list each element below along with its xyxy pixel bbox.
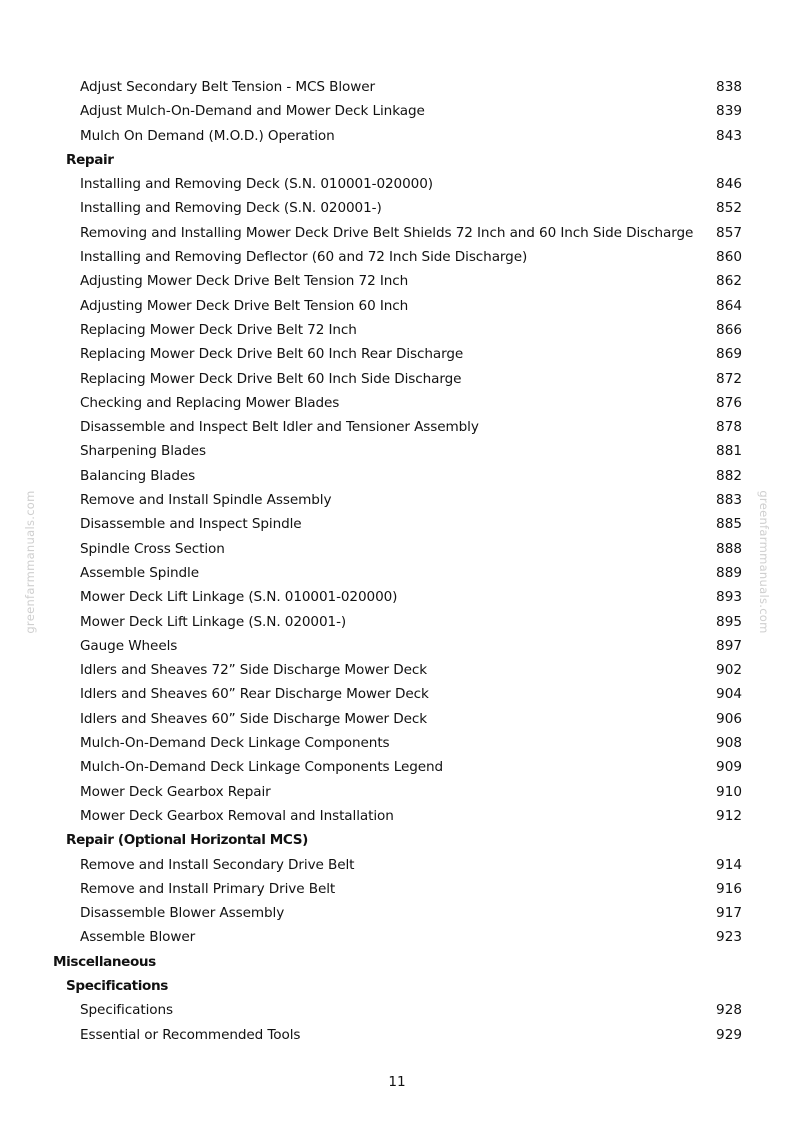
toc-entry[interactable] xyxy=(0,537,794,561)
toc-entry-title: Miscellaneous xyxy=(53,953,156,970)
toc-entry-title: Mulch On Demand (M.O.D.) Operation xyxy=(80,127,335,144)
toc-entry[interactable] xyxy=(0,610,794,634)
toc-entry-title: Mower Deck Lift Linkage (S.N. 010001-020000) xyxy=(80,589,398,606)
toc-entry-page-number: 923 xyxy=(716,929,742,946)
toc-entry[interactable] xyxy=(0,512,794,536)
toc-entry-page-number: 914 xyxy=(716,856,742,873)
toc-entry-page-number: 866 xyxy=(716,321,742,338)
toc-entry[interactable] xyxy=(0,294,794,318)
page-number: 11 xyxy=(388,1074,406,1090)
toc-entry-title: Sharpening Blades xyxy=(80,443,206,460)
toc-entry-page-number: 882 xyxy=(716,467,742,484)
toc-entry-page-number: 910 xyxy=(716,783,742,800)
toc-entry-page-number: 888 xyxy=(716,540,742,557)
toc-entry-page-number: 852 xyxy=(716,200,742,217)
toc-entry-title: Adjust Secondary Belt Tension - MCS Blower xyxy=(80,79,376,95)
toc-entry-page-number: 902 xyxy=(716,662,742,679)
toc-entry-title: Idlers and Sheaves 72” Side Discharge Mower Deck xyxy=(80,662,428,679)
toc-entry-page-number: 862 xyxy=(716,273,742,290)
toc-entry-page-number: 883 xyxy=(716,492,742,509)
toc-entry-title: Adjusting Mower Deck Drive Belt Tension 60 Inch xyxy=(80,297,409,314)
toc-entry[interactable] xyxy=(0,415,794,439)
toc-entry-page-number: 860 xyxy=(716,249,742,266)
toc-entry-page-number: 909 xyxy=(716,759,742,776)
toc-entry[interactable] xyxy=(0,99,794,123)
toc-entry-page-number: 904 xyxy=(716,686,742,703)
toc-entry[interactable] xyxy=(0,853,794,877)
toc-entry-page-number: 876 xyxy=(716,394,742,411)
toc-entry[interactable] xyxy=(0,707,794,731)
toc-entry-title: Repair xyxy=(66,151,114,168)
toc-entry-title: Replacing Mower Deck Drive Belt 72 Inch xyxy=(80,321,357,338)
toc-entry-title: Installing and Removing Deck (S.N. 020001-) xyxy=(80,200,382,217)
toc-entry[interactable] xyxy=(0,804,794,828)
toc-section-heading xyxy=(0,950,794,974)
toc-entry-page-number: 857 xyxy=(716,224,742,241)
toc-entry[interactable] xyxy=(0,269,794,293)
toc-entry-page-number: 846 xyxy=(716,176,742,193)
toc-entry-title: Idlers and Sheaves 60” Side Discharge Mower Deck xyxy=(80,710,428,727)
toc-entry-page-number: 897 xyxy=(716,637,742,654)
toc-entry-title: Installing and Removing Deflector (60 and 72 Inch Side Discharge) xyxy=(80,249,528,266)
toc-entry[interactable] xyxy=(0,755,794,779)
toc-entry-title: Balancing Blades xyxy=(80,467,196,484)
toc-entry-title: Disassemble and Inspect Spindle xyxy=(80,516,302,533)
toc-entry[interactable] xyxy=(0,780,794,804)
toc-entry[interactable] xyxy=(0,367,794,391)
toc-entry-title: Gauge Wheels xyxy=(80,637,178,654)
toc-entry[interactable] xyxy=(0,124,794,148)
toc-entry-page-number: 895 xyxy=(716,613,742,630)
toc-entry[interactable] xyxy=(0,731,794,755)
toc-entry-title: Checking and Replacing Mower Blades xyxy=(80,394,340,411)
toc-entry-title: Mulch-On-Demand Deck Linkage Components xyxy=(80,735,390,752)
toc-entry-page-number: 881 xyxy=(716,443,742,460)
toc-entry-page-number: 843 xyxy=(716,127,742,144)
toc-entry-title: Replacing Mower Deck Drive Belt 60 Inch Rear Discharge xyxy=(80,346,464,363)
toc-entry-title: Specifications xyxy=(80,1002,173,1019)
toc-entry[interactable] xyxy=(0,901,794,925)
toc-entry-page-number: 906 xyxy=(716,710,742,727)
toc-entry-page-number: 869 xyxy=(716,346,742,363)
toc-entry-title: Essential or Recommended Tools xyxy=(80,1026,301,1043)
toc-entry-title: Mower Deck Lift Linkage (S.N. 020001-) xyxy=(80,613,347,630)
toc-entry-page-number: 917 xyxy=(716,905,742,922)
toc-entry-title: Mulch-On-Demand Deck Linkage Components Legend xyxy=(80,759,444,776)
toc-entry-page-number: 864 xyxy=(716,297,742,314)
toc-entry-page-number: 878 xyxy=(716,419,742,436)
toc-section-heading xyxy=(0,974,794,998)
watermark-left: greenfarmmanuals.com xyxy=(23,490,37,634)
toc-entry[interactable] xyxy=(0,172,794,196)
toc-entry-title: Installing and Removing Deck (S.N. 010001-020000) xyxy=(80,176,433,193)
toc-entry-title: Assemble Blower xyxy=(80,929,196,946)
toc-entry[interactable] xyxy=(0,75,794,99)
toc-entry-title: Mower Deck Gearbox Removal and Installation xyxy=(80,807,394,824)
toc-entry-title: Idlers and Sheaves 60” Rear Discharge Mower Deck xyxy=(80,686,429,703)
toc-entry-page-number: 929 xyxy=(716,1026,742,1043)
toc-entry-page-number: 839 xyxy=(716,103,742,120)
toc-entry[interactable] xyxy=(0,245,794,269)
toc-entry[interactable] xyxy=(0,439,794,463)
toc-entry[interactable] xyxy=(0,342,794,366)
toc-entry-title: Repair (Optional Horizontal MCS) xyxy=(66,832,308,849)
toc-entry-title: Adjust Mulch-On-Demand and Mower Deck Linkage xyxy=(80,103,425,120)
toc-entry-page-number: 893 xyxy=(716,589,742,606)
toc-entry-title: Adjusting Mower Deck Drive Belt Tension 72 Inch xyxy=(80,273,409,290)
toc-entry-title: Spindle Cross Section xyxy=(80,540,225,557)
toc-entry[interactable] xyxy=(0,658,794,682)
toc-entry[interactable] xyxy=(0,585,794,609)
table-of-contents xyxy=(0,75,794,1047)
toc-entry-title: Remove and Install Secondary Drive Belt xyxy=(80,856,355,873)
toc-entry[interactable] xyxy=(0,196,794,220)
toc-entry-title: Disassemble and Inspect Belt Idler and Tensioner Assembly xyxy=(80,419,479,436)
toc-entry-title: Disassemble Blower Assembly xyxy=(80,905,285,922)
toc-entry-page-number: 912 xyxy=(716,807,742,824)
toc-entry[interactable] xyxy=(0,391,794,415)
toc-entry[interactable] xyxy=(0,682,794,706)
toc-entry-page-number: 916 xyxy=(716,880,742,897)
toc-entry[interactable] xyxy=(0,464,794,488)
toc-entry-title: Assemble Spindle xyxy=(80,564,199,581)
toc-entry[interactable] xyxy=(0,318,794,342)
toc-entry-title: Removing and Installing Mower Deck Drive Belt Shields 72 Inch and 60 Inch Side Discharge xyxy=(80,224,694,241)
toc-entry-page-number: 838 xyxy=(716,79,742,95)
toc-section-heading xyxy=(0,148,794,172)
toc-entry[interactable] xyxy=(0,925,794,949)
watermark-right: greenfarmmanuals.com xyxy=(757,490,771,634)
toc-entry[interactable] xyxy=(0,877,794,901)
toc-entry-title: Remove and Install Spindle Assembly xyxy=(80,492,332,509)
toc-entry[interactable] xyxy=(0,634,794,658)
toc-entry-page-number: 885 xyxy=(716,516,742,533)
toc-entry-title: Mower Deck Gearbox Repair xyxy=(80,783,271,800)
toc-entry-title: Replacing Mower Deck Drive Belt 60 Inch Side Discharge xyxy=(80,370,462,387)
toc-entry-title: Remove and Install Primary Drive Belt xyxy=(80,880,336,897)
toc-entry-page-number: 889 xyxy=(716,564,742,581)
toc-entry[interactable] xyxy=(0,488,794,512)
toc-entry-page-number: 928 xyxy=(716,1002,742,1019)
toc-entry[interactable] xyxy=(0,1023,794,1047)
toc-section-heading xyxy=(0,828,794,852)
toc-entry[interactable] xyxy=(0,221,794,245)
toc-entry[interactable] xyxy=(0,998,794,1022)
toc-entry-page-number: 872 xyxy=(716,370,742,387)
toc-entry-page-number: 908 xyxy=(716,735,742,752)
toc-entry-title: Specifications xyxy=(66,977,168,994)
toc-entry[interactable] xyxy=(0,561,794,585)
